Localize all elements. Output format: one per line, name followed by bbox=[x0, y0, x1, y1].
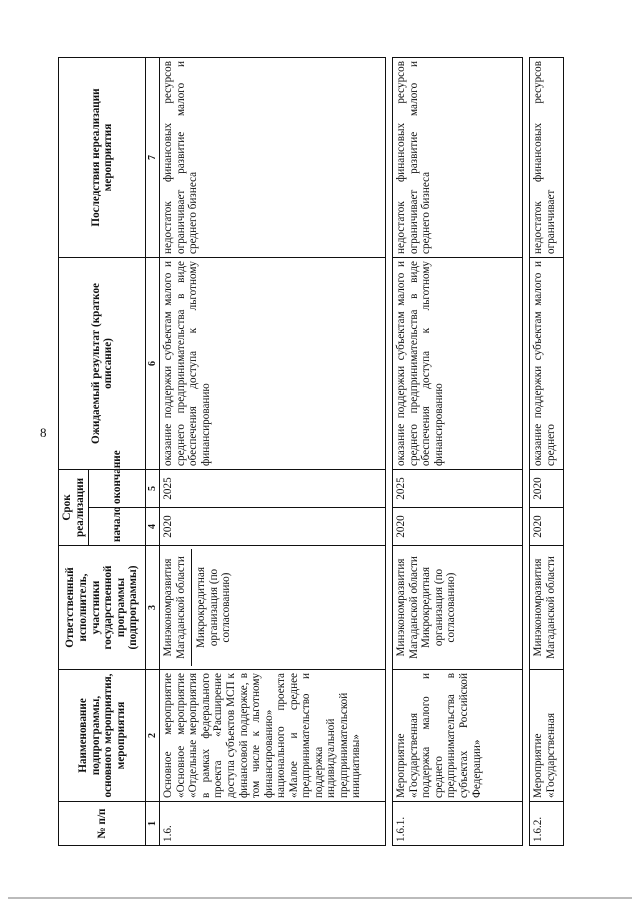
row-end: 2025 bbox=[393, 469, 523, 507]
rotated-table-container bbox=[58, 58, 588, 846]
header-executor: Ответственный исполнитель, участники государственной программы (подпрограммы) bbox=[59, 546, 146, 670]
table-row bbox=[160, 57, 386, 845]
row-executor: Минэкономразвития Магаданской области bbox=[530, 546, 564, 670]
row-end: 2025 bbox=[160, 469, 386, 507]
colnum-2: 2 bbox=[146, 670, 160, 802]
page-number: 8 bbox=[40, 425, 47, 440]
row-consequence: недостаток финансовых ресурсов ограничивает развитие малого и среднего бизнеса bbox=[160, 57, 386, 257]
row-result: оказание поддержки субъектам малого и среднего предпринимательства в виде обеспечения доступа к льготному финансированию bbox=[160, 257, 386, 469]
header-end: окончание bbox=[89, 469, 146, 507]
header-name: Наименование подпрограммы, основного мероприятия, мероприятия bbox=[59, 670, 146, 802]
colnum-7: 7 bbox=[146, 57, 160, 257]
header-num: № п/п bbox=[59, 802, 146, 846]
header-result: Ожидаемый результат (краткое описание) bbox=[59, 257, 146, 469]
colnum-4: 4 bbox=[146, 508, 160, 546]
header-term: Срок реализации bbox=[59, 469, 89, 545]
table-row bbox=[530, 57, 564, 845]
row-start: 2020 bbox=[160, 508, 386, 546]
header-start: начало bbox=[89, 508, 146, 546]
row-executor: Минэкономразвития Магаданской области Микрокредитная организация (по согласованию) bbox=[393, 546, 523, 670]
row-consequence: недостаток финансовых ресурсов ограничивает bbox=[530, 57, 564, 257]
row-result: оказание поддержки субъектам малого и среднего предпринимательства в виде обеспечения доступа к льготному финансированию bbox=[393, 257, 523, 469]
table-row bbox=[393, 57, 523, 845]
colnum-5: 5 bbox=[146, 469, 160, 507]
row-name: Мероприятие «Государственная bbox=[530, 670, 564, 802]
row-name: Основное мероприятие «Основное мероприятие «Отдельные мероприятия в рамках федерального проекта «Расширение доступа субъектов МСП к финансовой поддержке, в том числе к льготному финансированию» национального проекта «Малое и среднее предпринимательство и поддержка индивидуальной предпринимательской инициативы» bbox=[160, 670, 386, 802]
column-number-row bbox=[146, 57, 160, 845]
executor-secondary: Микрокредитная организация (по согласованию) bbox=[191, 549, 233, 666]
row-end: 2020 bbox=[530, 469, 564, 507]
scan-edge-line bbox=[8, 897, 632, 899]
row-result: оказание поддержки субъектам малого и среднего bbox=[530, 257, 564, 469]
row-num: 1.6.2. bbox=[530, 802, 564, 846]
colnum-1: 1 bbox=[146, 802, 160, 846]
row-consequence: недостаток финансовых ресурсов ограничивает развитие малого и среднего бизнеса bbox=[393, 57, 523, 257]
row-start: 2020 bbox=[393, 508, 523, 546]
row-gap bbox=[523, 57, 530, 845]
row-num: 1.6.1. bbox=[393, 802, 523, 846]
header-row bbox=[59, 57, 89, 845]
executor-primary: Минэкономразвития Магаданской области bbox=[162, 556, 187, 659]
row-gap bbox=[386, 57, 393, 845]
program-table bbox=[58, 57, 564, 846]
row-start: 2020 bbox=[530, 508, 564, 546]
row-name: Мероприятие «Государственная поддержка малого и среднего предпринимательства в субъектах Российской Федерации» bbox=[393, 670, 523, 802]
row-executor bbox=[160, 546, 386, 670]
colnum-6: 6 bbox=[146, 257, 160, 469]
row-num: 1.6. bbox=[160, 802, 386, 846]
colnum-3: 3 bbox=[146, 546, 160, 670]
header-consequence: Последствия нереализации мероприятия bbox=[59, 57, 146, 257]
